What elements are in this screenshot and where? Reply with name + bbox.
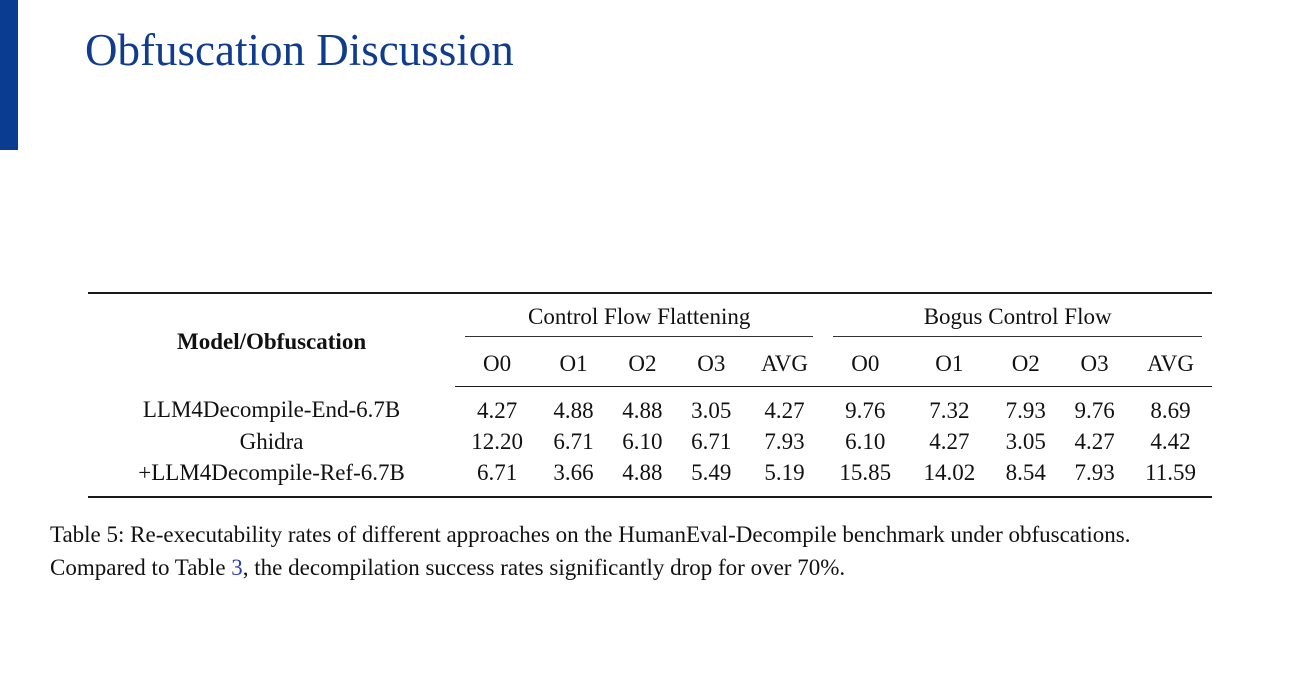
value-cell: 5.19 <box>764 459 805 485</box>
value-cell: 9.76 <box>1074 397 1115 423</box>
value-cell: 4.27 <box>476 397 518 423</box>
group-header-bogus-control-flow <box>823 293 1212 342</box>
value-cell: 5.49 <box>691 459 732 485</box>
group-label-text: Bogus Control Flow <box>833 304 1202 337</box>
table-row <box>88 457 1212 497</box>
value-cell: 12.20 <box>471 428 523 454</box>
value-cell: 7.93 <box>764 428 805 454</box>
value-cell: 6.10 <box>845 428 886 454</box>
value-cell: 7.32 <box>929 397 970 423</box>
sub-header-cell: O3 <box>1060 342 1129 387</box>
table-row <box>88 387 1212 427</box>
value-cell: 9.76 <box>845 397 886 423</box>
value-cell: 3.66 <box>553 459 594 485</box>
sub-header-cell: O3 <box>677 342 746 387</box>
group-label-text: Control Flow Flattening <box>465 304 813 337</box>
value-cell: 15.85 <box>839 459 892 485</box>
value-cell: 4.27 <box>764 397 805 423</box>
value-cell: 4.88 <box>553 397 594 423</box>
value-cell: 7.93 <box>1074 459 1115 485</box>
value-cell: 8.54 <box>1005 459 1046 485</box>
table-caption <box>50 518 1270 584</box>
sub-header-cell: AVG <box>1129 342 1212 387</box>
value-cell: 6.71 <box>553 428 594 454</box>
accent-bar <box>0 0 18 150</box>
value-cell: 3.05 <box>691 397 732 423</box>
sub-header-cell: O2 <box>608 342 677 387</box>
results-table <box>88 292 1212 498</box>
value-cell: 7.93 <box>1005 397 1046 423</box>
sub-header-cell: AVG <box>746 342 824 387</box>
value-cell: 8.69 <box>1150 397 1191 423</box>
value-cell: 6.71 <box>476 459 518 485</box>
caption-line-1: Table 5: Re-executability rates of different approaches on the HumanEval-Decompile benchmark under obfuscations. <box>50 522 1131 547</box>
value-cell: 11.59 <box>1145 459 1196 485</box>
table-reference-link[interactable]: 3 <box>231 555 243 580</box>
model-column-header: Model/Obfuscation <box>176 329 367 355</box>
caption-line-2-start: Compared to Table <box>50 555 232 580</box>
group-header-row <box>88 293 1212 342</box>
value-cell: 4.27 <box>929 428 970 454</box>
model-name-cell: Ghidra <box>239 428 304 454</box>
value-cell: 14.02 <box>923 459 976 485</box>
value-cell: 4.27 <box>1074 428 1115 454</box>
sub-header-cell: O1 <box>539 342 608 387</box>
caption-line-2 <box>50 551 1270 584</box>
slide-title: Obfuscation Discussion <box>85 25 514 75</box>
caption-line-2-end: , the decompilation success rates significantly drop for over 70%. <box>242 555 846 580</box>
sub-header-cell: O0 <box>455 342 539 387</box>
model-name-cell: LLM4Decompile-End-6.7B <box>142 397 401 423</box>
value-cell: 3.05 <box>1005 428 1046 454</box>
sub-header-cell: O0 <box>823 342 907 387</box>
sub-header-cell: O2 <box>991 342 1060 387</box>
value-cell: 6.71 <box>691 428 732 454</box>
group-header-control-flow-flattening <box>455 293 823 342</box>
sub-header-cell: O1 <box>907 342 991 387</box>
value-cell: 6.10 <box>622 428 663 454</box>
value-cell: 4.88 <box>622 397 663 423</box>
value-cell: 4.88 <box>622 459 663 485</box>
table-row <box>88 426 1212 457</box>
model-name-cell: +LLM4Decompile-Ref-6.7B <box>138 459 405 485</box>
value-cell: 4.42 <box>1150 428 1191 454</box>
